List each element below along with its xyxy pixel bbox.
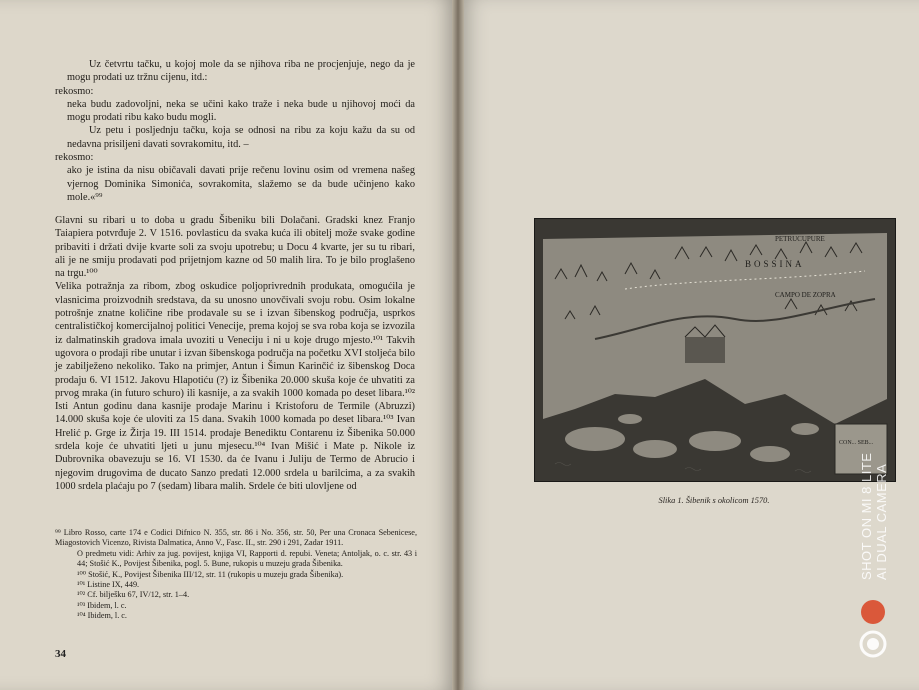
footnote: ¹⁰¹ Listine IX, 449. <box>77 580 140 590</box>
footnote: ¹⁰³ Ibidem, l. c. <box>77 600 127 610</box>
quote-line: neka budu zadovoljni, neka se učini kako traže i neka bude u njihovoj moći da mogu prodati ribu kako budu mogli. <box>67 98 415 124</box>
footnote: ¹⁰⁰ Stošić, K., Povijest Šibenika III/12, str. 11 (rukopis u muzeju grada Šibenika). <box>77 569 344 579</box>
camera-logo-icon <box>856 598 890 662</box>
map-label-region: BOSSINA <box>745 259 805 269</box>
book-spine <box>452 0 464 690</box>
map-label-top: PETRUCUPURE <box>775 235 825 243</box>
footnote: ¹⁰² Cf. bilješku 67, IV/12, str. 1–4. <box>77 590 190 600</box>
map-illustration <box>535 219 895 481</box>
quote-label: rekosmo: <box>55 152 94 164</box>
footnote: ⁹⁹ Libro Rosso, carte 174 e Codici Difnico N. 355, str. 86 i No. 356, str. 50, Per una Cronaca Sebenicese, Miagostovich Vicenzo, Rivista Dalmatica, Anno V., Fasc. II., str. 290 i 291, Zadar 1911. <box>55 528 417 548</box>
map-label-field: CAMPO DE ZOPRA <box>775 291 836 299</box>
body-text <box>55 214 415 493</box>
historic-map-image <box>534 218 896 482</box>
quote-label: rekosmo: <box>55 85 94 97</box>
footnotes <box>55 528 417 622</box>
watermark-line: SHOT ON MI 8 LITE <box>859 452 874 580</box>
quoted-passage <box>55 58 415 204</box>
quote-line: ako je istina da nisu običavali davati prije rečenu lovinu osim od vremena našeg vjernog Dominika Simonića, sovrakomita, slažemo se da bude učinjeno kako mole.«⁹⁹ <box>67 165 415 203</box>
paragraph: Velika potražnja za ribom, zbog oskudice poljoprivrednih produkata, omogućila je vlasnicima proizvodnih sredstava, da su unosno unovčivali svoju robu. Osim lokalne potrošnje znatne količine ribe prodavale su se i izvan šibenskog područja, usprkos centralističkoj komercijalnoj politici Venecije, prema kojoj se sva roba koja se izvozila iz dalmatinskih gradova imala uvoziti u Veneciju i ni u koje drugo mjesto.¹⁰¹ Takvih ugovora o prodaji ribe unutar i izvan šibenskoga područja na početku XVI stoljeća bilo je zabilježeno nekoliko. Tako na primjer, Antun i Šimun Karinčić iz šibenskog Doca prodaju 6. VI 1512. Jakovu Hlapotiću (?) iz Šibenika 20.000 skuša koje će uhvatiti za prvog mraka (in futuro schuro) ili kasnije, a za svakih 1000 komada po deset libara.¹⁰² Isti Antun godinu dana kasnije prodaje Marinu i Kristoforu de Termile (Abruzzi) 14.000 skuša koje će uloviti za 15 dana. Svakih 1000 komada po deset libara.¹⁰³ Ivan Hrelić p. Grge iz Žirja 19. III 1514. prodaje Benediktu Contarenu iz Šibenika 50.000 srdela koje će uhvatiti ljeti u junu mjesecu.¹⁰⁴ Ivan Mišić i Mate p. Nikole iz Dubrovnika obavezuju se 16. VI 1530. da će Ivanu i Juliju de Termo de Abrucio i njegovim drugovima de ducato Sanzo predati 12.000 srdela u barilcima, a za svakih 1000 srdela plaćaju po 7 (sedam) libara malih. Srdele će biti ulovljene od <box>55 281 415 492</box>
footnote: O predmetu vidi: Arhiv za jug. povijest, knjiga VI, Rapporti d. repubi. Veneta; Antoljak, o. c. str. 43 i 44; Stošić K., Povijest Šibenika, pogl. 5. Bune, rukopis u muzeju grada Šibenika. <box>77 548 417 569</box>
camera-watermark <box>859 360 899 580</box>
footnote: ¹⁰⁴ Ibidem, l. c. <box>77 611 127 621</box>
map-label-inset: CON... SEB... <box>839 440 874 446</box>
left-page <box>0 0 458 690</box>
paragraph: Glavni su ribari u to doba u gradu Šibeniku bili Dolačani. Gradski knez Franjo Taiapiera potvrđuje 2. V 1516. povlasticu da svaka kuća ili obitelj može svake godine pribaviti i držati dvije kvarte soli za svoju upotrebu; u Docu 4 kvarte, jer su tu ribari, ali je ne smiju prodavati pod prijetnjom kazne od 50 malih lira. To je bilo proglašeno na trgu.¹⁰⁰ <box>55 215 415 280</box>
figure-caption: Slika 1. Šibenik s okolicom 1570. <box>658 496 770 505</box>
quote-line: Uz petu i posljednju tačku, koja se odnosi na ribu za koju kažu da su od nedavna prisiljeni davati sovrakomitu, itd. – <box>67 125 415 150</box>
page-number: 34 <box>55 648 66 660</box>
watermark-line: AI DUAL CAMERA <box>874 463 889 580</box>
quote-line: Uz četvrtu tačku, u kojoj mole da se njihova riba ne procjenjuje, nego da je mogu prodati uz tržnu cijenu, itd.: <box>67 59 415 84</box>
